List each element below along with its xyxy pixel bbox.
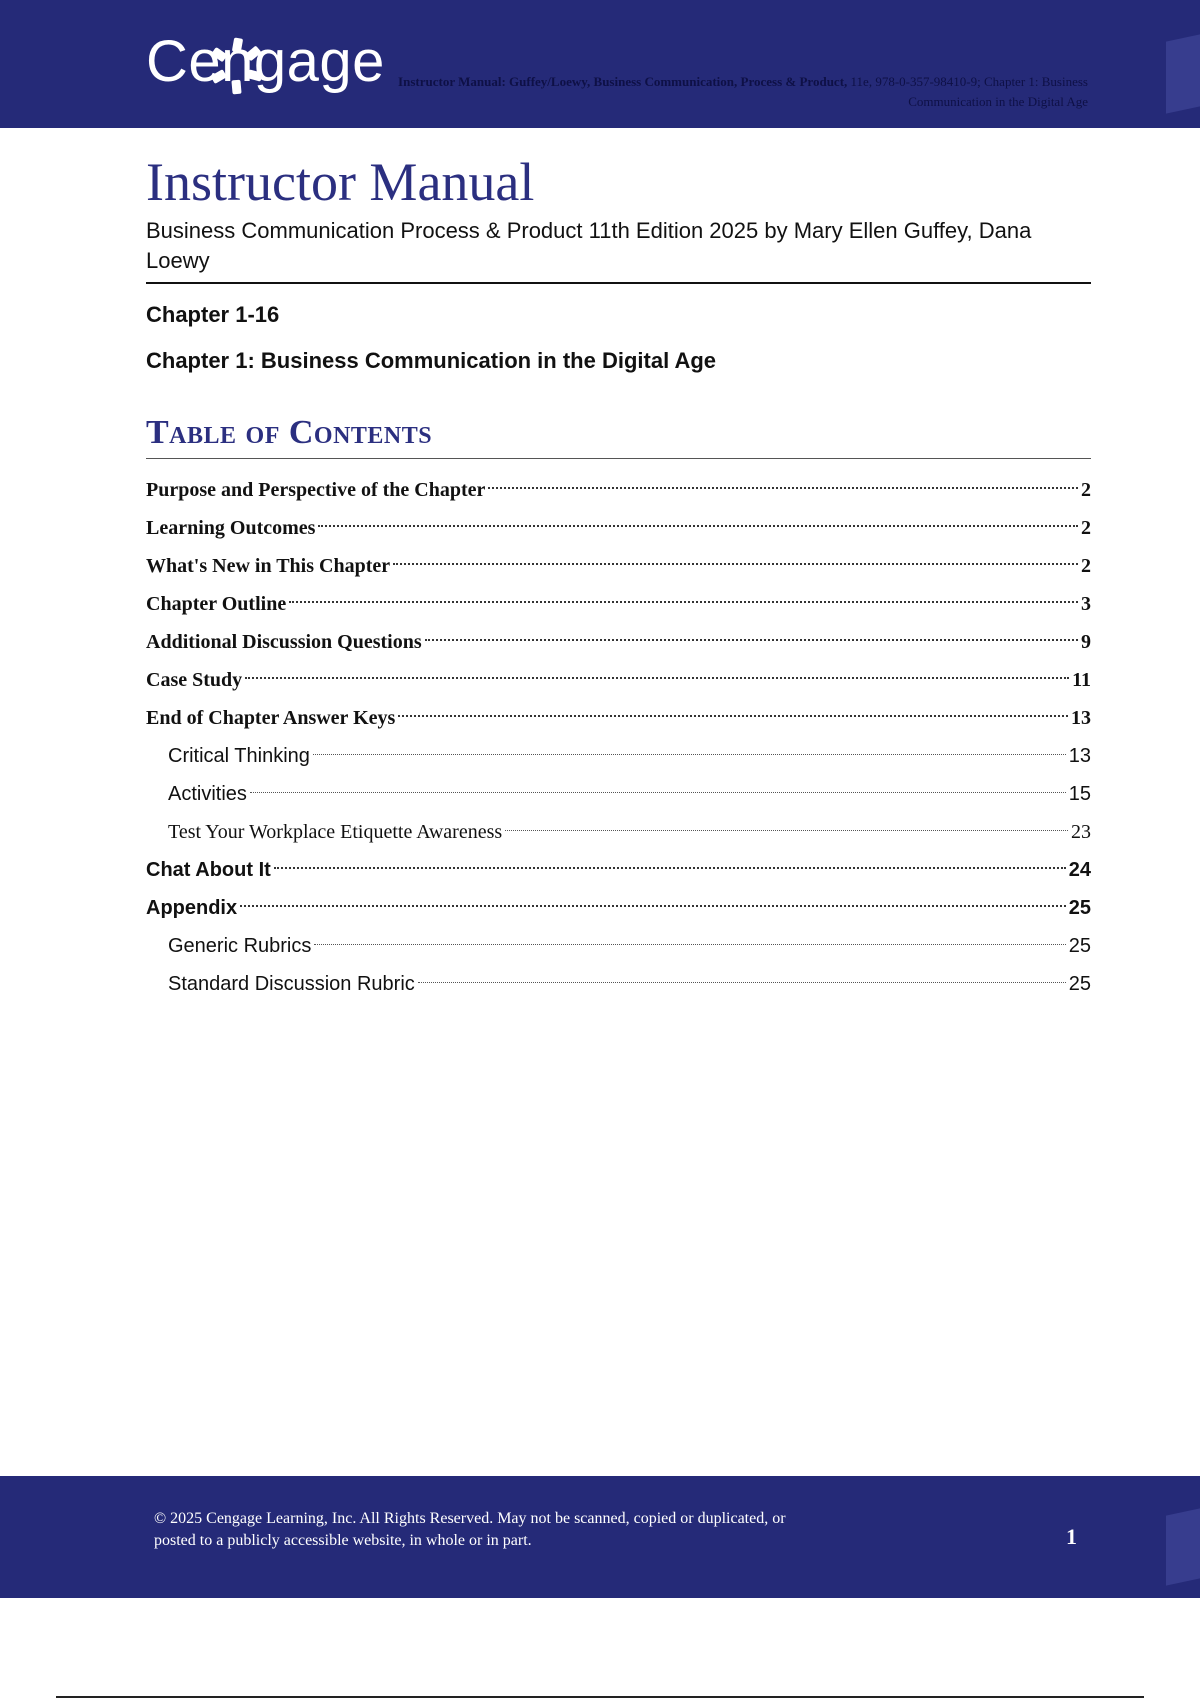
toc-entry[interactable] xyxy=(146,851,1091,889)
dot-leader xyxy=(318,525,1078,527)
dot-leader xyxy=(240,905,1066,907)
dot-leader xyxy=(488,487,1078,489)
dot-leader xyxy=(289,601,1078,603)
chapter-title: Chapter 1: Business Communication in the Digital Age xyxy=(146,348,717,373)
toc-entry-page: 25 xyxy=(1068,973,1091,995)
toc-entry-label: Chapter Outline xyxy=(146,593,287,615)
dot-leader xyxy=(505,830,1068,831)
toc-subentry[interactable] xyxy=(146,737,1091,775)
toc-entry-page: 9 xyxy=(1081,631,1091,653)
toc-entry[interactable] xyxy=(146,585,1091,623)
toc-entry-label: Critical Thinking xyxy=(168,745,310,767)
toc-entry-label: Learning Outcomes xyxy=(146,517,316,539)
toc-entry-page: 24 xyxy=(1068,859,1091,881)
logo-wordmark: Cengage xyxy=(146,29,385,94)
toc-entry[interactable] xyxy=(146,547,1091,585)
toc-entry-page: 13 xyxy=(1068,745,1091,767)
title-block xyxy=(146,150,1091,1003)
toc-entry-label: Chat About It xyxy=(146,859,271,881)
toc-entry-label: Activities xyxy=(168,783,247,805)
toc-entry-label: Case Study xyxy=(146,669,243,691)
toc-entry[interactable] xyxy=(146,699,1091,737)
toc-entry[interactable] xyxy=(146,509,1091,547)
toc-entry-page: 3 xyxy=(1081,593,1091,615)
running-header-line2: Communication in the Digital Age xyxy=(908,94,1088,109)
toc-entry-label: End of Chapter Answer Keys xyxy=(146,707,396,729)
footer-corner-decoration xyxy=(1166,1508,1200,1585)
dot-leader xyxy=(313,754,1066,755)
copyright-notice xyxy=(154,1508,884,1552)
toc-entry-page: 13 xyxy=(1071,707,1091,729)
copyright-line-1: © 2025 Cengage Learning, Inc. All Rights Reserved. May not be scanned, copied or duplicated, or xyxy=(154,1510,786,1527)
toc-entry-label: Standard Discussion Rubric xyxy=(168,973,415,995)
toc-subentry[interactable] xyxy=(146,775,1091,813)
dot-leader xyxy=(418,982,1066,983)
toc-entry-label: What's New in This Chapter xyxy=(146,555,391,577)
toc-subentry[interactable] xyxy=(146,927,1091,965)
dot-leader xyxy=(398,715,1068,717)
toc-entry-page: 25 xyxy=(1068,935,1091,957)
page-number: 1 xyxy=(1066,1524,1077,1549)
bottom-divider xyxy=(56,1696,1144,1698)
toc-entry-page: 15 xyxy=(1068,783,1091,805)
toc-entry-page: 2 xyxy=(1081,517,1091,539)
dot-leader xyxy=(314,944,1065,945)
dot-leader xyxy=(425,639,1078,641)
toc-entry-page: 23 xyxy=(1071,821,1091,843)
toc-entry-label: Purpose and Perspective of the Chapter xyxy=(146,479,486,501)
dot-leader xyxy=(393,563,1078,565)
copyright-line-2: posted to a publicly accessible website, in whole or in part. xyxy=(154,1532,532,1549)
book-subtitle: Business Communication Process & Product 11th Edition 2025 by Mary Ellen Guffey, Dana Loewy xyxy=(146,216,1091,284)
toc-subentry[interactable] xyxy=(146,813,1091,851)
toc-entry[interactable] xyxy=(146,661,1091,699)
running-header-rest: 11e, 978-0-357-98410-9; Chapter 1: Business xyxy=(847,74,1088,89)
toc-entry[interactable] xyxy=(146,889,1091,927)
toc-entry-page: 2 xyxy=(1081,555,1091,577)
dot-leader xyxy=(245,677,1069,679)
toc-entry[interactable] xyxy=(146,623,1091,661)
running-header xyxy=(228,72,1088,112)
toc-entry[interactable] xyxy=(146,471,1091,509)
toc-entry-label: Appendix xyxy=(146,897,238,919)
chapter-range: Chapter 1-16 xyxy=(146,302,280,327)
toc-heading: Table of Contents xyxy=(146,414,1091,459)
page-title: Instructor Manual xyxy=(146,152,535,212)
toc-entry-label: Test Your Workplace Etiquette Awareness xyxy=(168,821,503,843)
dot-leader xyxy=(250,792,1066,793)
toc-entry-page: 2 xyxy=(1081,479,1091,501)
toc-entry-page: 25 xyxy=(1068,897,1091,919)
header-corner-decoration xyxy=(1166,34,1200,113)
dot-leader xyxy=(274,867,1066,869)
toc-subentry[interactable] xyxy=(146,965,1091,1003)
toc-entry-page: 11 xyxy=(1072,669,1091,691)
toc-entry-label: Generic Rubrics xyxy=(168,935,312,957)
toc-list xyxy=(146,471,1091,1003)
running-header-bold: Instructor Manual: Guffey/Loewy, Business Communication, Process & Product, xyxy=(398,74,848,89)
toc-entry-label: Additional Discussion Questions xyxy=(146,631,422,653)
